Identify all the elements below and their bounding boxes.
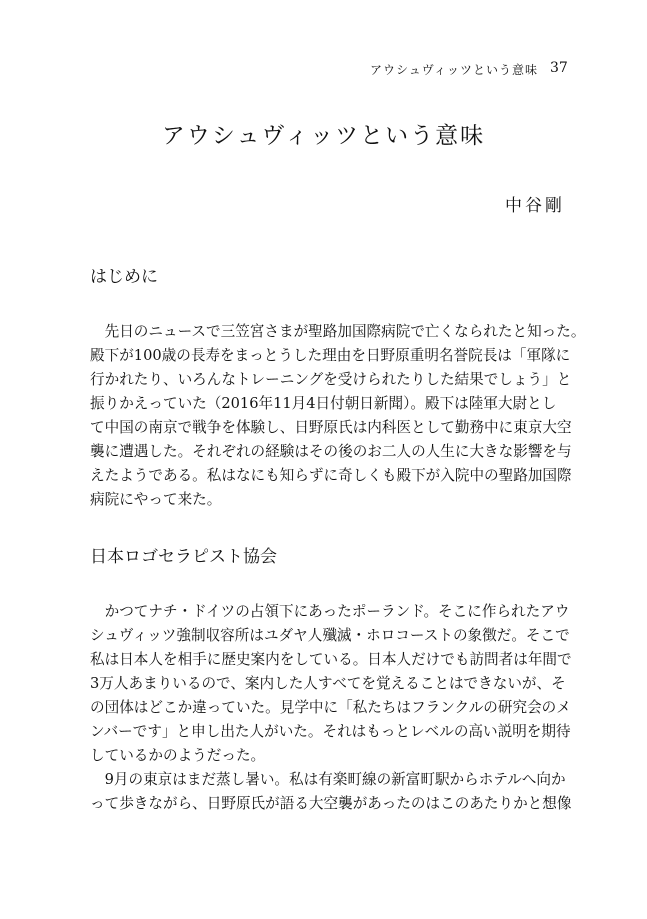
- body-line: かつてナチ・ドイツの占領下にあったポーランド。そこに作られたアウ: [90, 603, 570, 620]
- body-line: て中国の南京で戦争を体験し、日野原氏は内科医として勤務中に東京大空: [90, 419, 572, 436]
- section-heading-introduction: はじめに: [90, 267, 158, 287]
- body-line: 襲に遭遇した。それぞれの経験はその後のお二人の人生に大きな影響を与: [90, 443, 572, 460]
- body-line: 病院にやって来た。: [90, 491, 222, 508]
- body-line: 9月の東京はまだ蒸し暑い。私は有楽町線の新富町駅からホテルへ向か: [90, 771, 566, 788]
- article-title: アウシュヴィッツという意味: [161, 123, 486, 149]
- body-line: ンバーです」と申し出た人がいた。それはもっとレベルの高い説明を期待: [90, 723, 571, 740]
- body-line: 私は日本人を相手に歴史案内をしている。日本人だけでも訪問者は年間で: [90, 651, 572, 668]
- body-line: シュヴィッツ強制収容所はユダヤ人殲滅・ホロコーストの象徴だ。そこで: [90, 627, 570, 644]
- body-line: しているかのようだった。: [90, 747, 266, 764]
- section-heading-logotherapist-association: 日本ロゴセラピスト協会: [90, 547, 277, 567]
- body-line: 先日のニュースで三笠宮さまが聖路加国際病院で亡くなられたと知った。: [90, 323, 586, 340]
- body-line: 殿下が100歳の長寿をまっとうした理由を日野原重明名誉院長は「軍隊に: [90, 347, 571, 364]
- running-title: アウシュヴィッツという意味: [370, 63, 539, 77]
- body-line: って歩きながら、日野原氏が語る大空襲があったのはこのあたりかと想像: [90, 795, 572, 812]
- body-line: 3万人あまりいるので、案内した人すべてを覚えることはできないが、そ: [90, 675, 566, 692]
- body-line: 行かれたり、いろんなトレーニングを受けられたりした結果でしょう」と: [90, 371, 572, 388]
- body-line: の団体はどこか違っていた。見学中に「私たちはフランクルの研究会のメ: [90, 699, 571, 716]
- body-line: 振りかえっていた（2016年11月4日付朝日新聞）。殿下は陸軍大尉とし: [90, 395, 557, 412]
- author-name: 中谷剛: [505, 196, 565, 216]
- body-line: えたようである。私はなにも知らずに奇しくも殿下が入院中の聖路加国際: [90, 467, 572, 484]
- page-number: 37: [550, 60, 568, 76]
